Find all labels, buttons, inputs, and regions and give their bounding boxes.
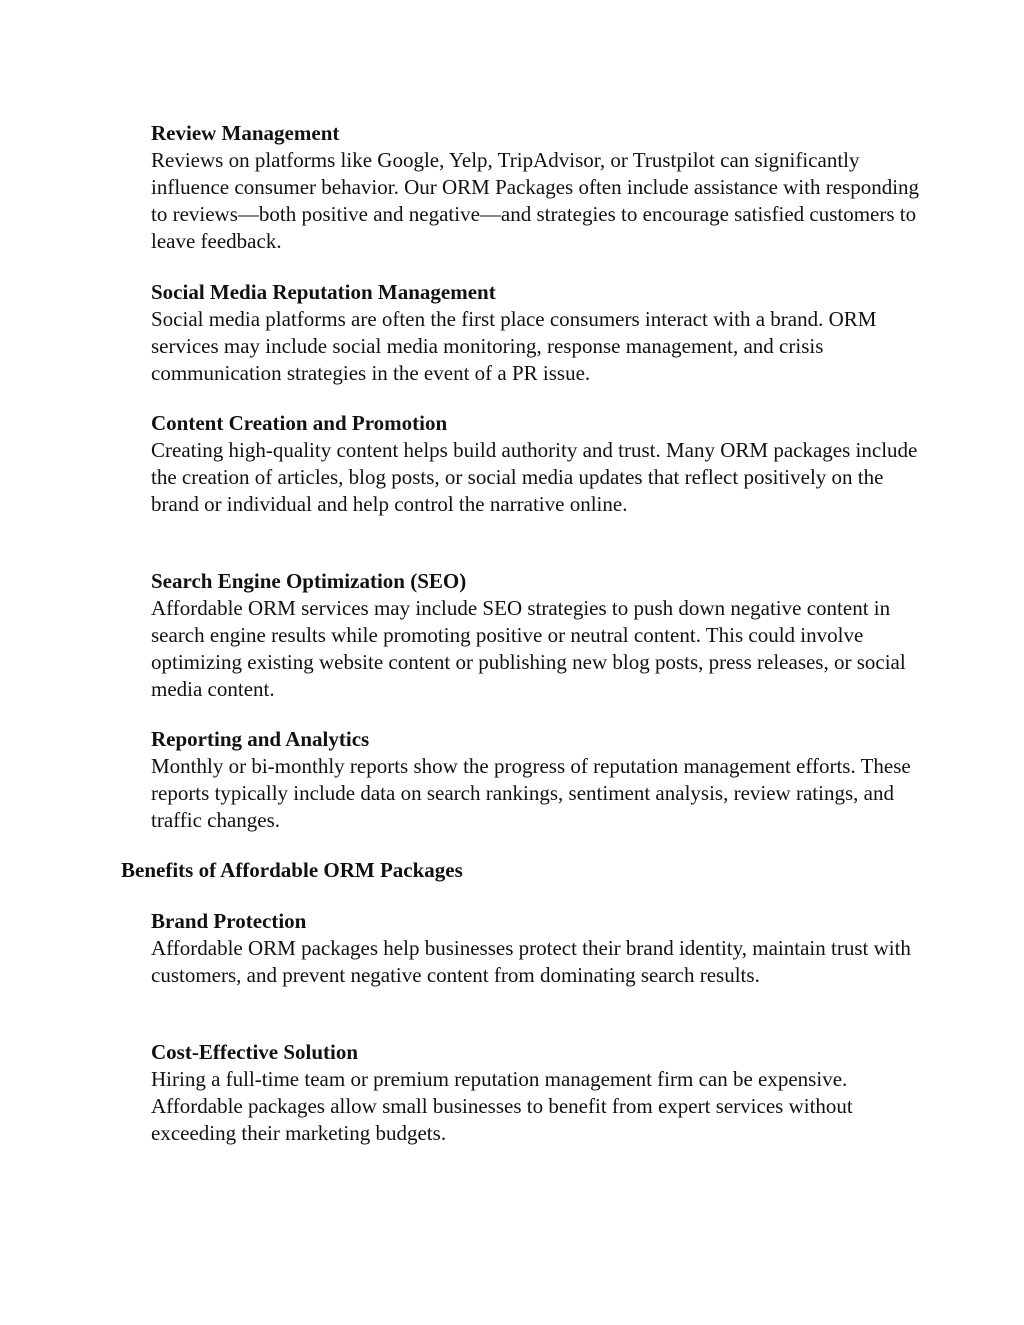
section-title: Review Management [151,121,340,145]
section-seo [151,568,921,703]
section-title: Social Media Reputation Management [151,280,496,304]
benefit-body: Affordable ORM packages help businesses protect their brand identity, maintain trust with customers, and prevent negative content from dominating search results. [151,936,911,987]
benefit-title: Cost-Effective Solution [151,1040,359,1064]
benefit-cost-effective [151,1039,921,1147]
benefit-body: Hiring a full-time team or premium reputation management firm can be expensive. Affordable packages allow small businesses to benefit from expert services without exceeding their marketing budgets. [151,1067,853,1145]
section-social-media-reputation [151,279,921,387]
section-body: Affordable ORM services may include SEO strategies to push down negative content in search engine results while promoting positive or neutral content. This could involve optimizing existing website content or publishing new blog posts, press releases, or social media content. [151,596,906,701]
section-title: Content Creation and Promotion [151,411,448,435]
benefits-heading: Benefits of Affordable ORM Packages [121,858,463,882]
section-reporting-analytics [151,726,921,834]
section-review-management [151,120,921,255]
section-body: Monthly or bi-monthly reports show the progress of reputation management efforts. These reports typically include data on search rankings, sentiment analysis, review ratings, and traffic changes. [151,754,911,832]
section-body: Reviews on platforms like Google, Yelp, TripAdvisor, or Trustpilot can significantly influence consumer behavior. Our ORM Packages often include assistance with responding to reviews—both positive and negative—and strategies to encourage satisfied customers to leave feedback. [151,148,920,253]
section-body: Creating high-quality content helps build authority and trust. Many ORM packages include the creation of articles, blog posts, or social media updates that reflect positively on the brand or individual and help control the narrative online. [151,438,918,516]
section-title: Search Engine Optimization (SEO) [151,569,467,593]
section-title: Reporting and Analytics [151,727,370,751]
benefit-brand-protection [151,908,921,989]
section-content-creation [151,410,921,518]
benefit-title: Brand Protection [151,909,307,933]
section-body: Social media platforms are often the first place consumers interact with a brand. ORM services may include social media monitoring, response management, and crisis communication strategies in the event of a PR issue. [151,307,877,385]
